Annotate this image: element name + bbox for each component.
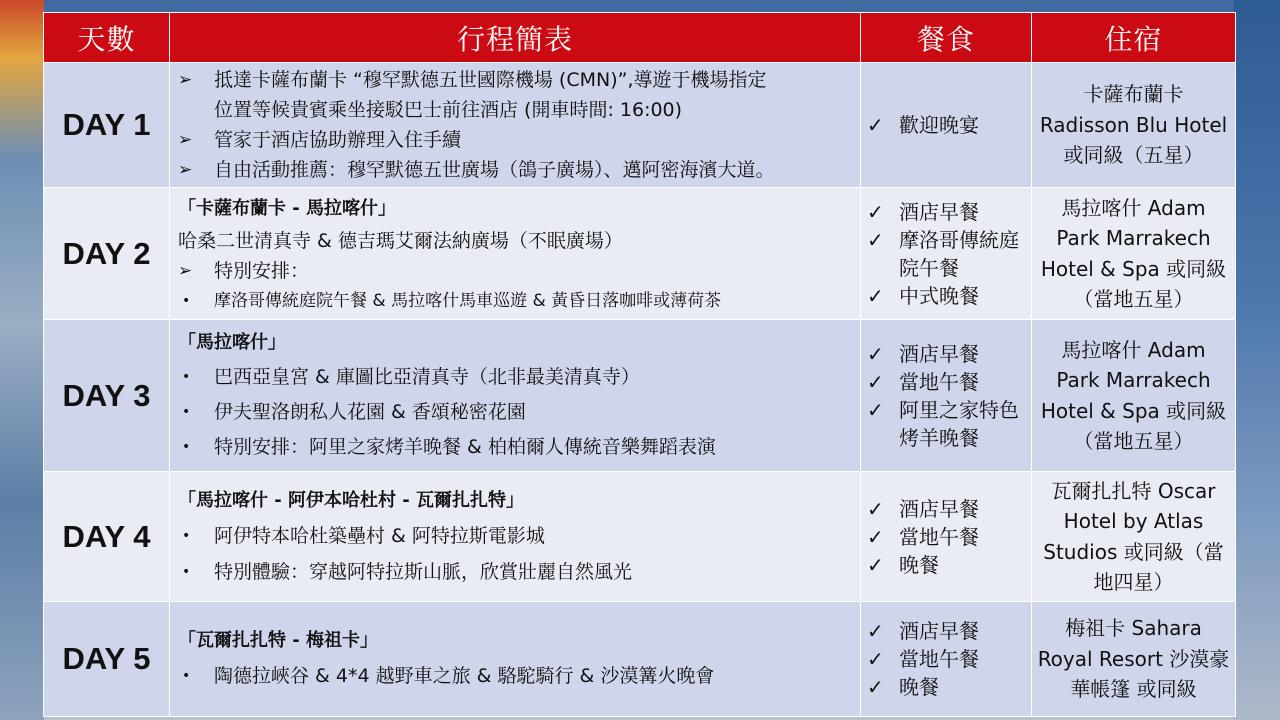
- hotel-line: 地四星）: [1093, 570, 1174, 594]
- meal-text: 晚餐: [899, 675, 939, 699]
- route-title: 「馬拉喀什 - 阿伊本哈杜村 - 瓦爾扎扎特」: [178, 489, 525, 511]
- meal-item: [867, 226, 1029, 254]
- meal-text: 當地午餐: [899, 524, 979, 549]
- table-row: [44, 472, 1236, 602]
- meal-item: [867, 254, 1029, 282]
- itinerary-cell: [170, 472, 861, 602]
- meal-item: [867, 282, 1029, 310]
- list-item: [178, 286, 854, 316]
- list-item: [178, 360, 854, 395]
- hotel-line: Royal Resort 沙漠豪: [1037, 646, 1230, 671]
- day-label: DAY 1: [44, 63, 170, 188]
- meal-item: [867, 551, 1029, 579]
- list-item: [178, 226, 854, 256]
- meal-item: [867, 340, 1029, 368]
- background-left-photo: [0, 0, 44, 720]
- meal-item: [867, 396, 1029, 424]
- meals-cell: [861, 63, 1032, 188]
- hotel-line: Park Marrakech: [1056, 368, 1211, 392]
- meal-text: 晚餐: [899, 552, 939, 577]
- header-hotel: 住宿: [1032, 13, 1236, 63]
- check-icon: ✓: [867, 227, 884, 252]
- itinerary-cell: [170, 602, 861, 717]
- meals-cell: [861, 188, 1032, 320]
- check-icon: ✓: [867, 397, 884, 422]
- itinerary-table: [43, 12, 1236, 717]
- meal-text: 酒店早餐: [899, 341, 979, 366]
- list-item: [178, 554, 854, 590]
- itinerary-text: 位置等候貴賓乘坐接駁巴士前往酒店 (開車時間: 16:00): [214, 99, 683, 121]
- meal-item: [867, 111, 1029, 139]
- itinerary-text: 特別安排：阿里之家烤羊晚餐 & 柏柏爾人傳統音樂舞蹈表演: [214, 436, 716, 458]
- meal-text: 歡迎晚宴: [899, 113, 979, 137]
- check-icon: ✓: [867, 619, 884, 643]
- bullet-icon: •: [182, 369, 191, 385]
- hotel-line: 馬拉喀什 Adam: [1061, 195, 1206, 220]
- meal-item: [867, 645, 1029, 673]
- meal-item: [867, 368, 1029, 396]
- check-icon: ✓: [867, 199, 884, 224]
- hotel-line: 華帳篷 或同級: [1070, 677, 1197, 702]
- hotel-cell: [1032, 602, 1236, 717]
- meal-item: [867, 523, 1029, 551]
- itinerary-text: 摩洛哥傳統庭院午餐 & 馬拉喀什馬車巡遊 & 黃昏日落咖啡或薄荷茶: [214, 290, 722, 311]
- meals-cell: [861, 320, 1032, 472]
- meal-text: 中式晚餐: [899, 283, 979, 308]
- hotel-cell: [1032, 320, 1236, 472]
- bullet-icon: •: [182, 527, 191, 544]
- meal-item: [867, 424, 1029, 452]
- meal-text: 烤羊晚餐: [899, 425, 979, 450]
- day-label: DAY 5: [44, 602, 170, 717]
- itinerary-cell: [170, 188, 861, 320]
- bullet-icon: •: [182, 404, 191, 420]
- check-icon: ✓: [867, 113, 884, 137]
- background-right-photo: [1234, 0, 1280, 720]
- hotel-line: 瓦爾扎扎特 Oscar: [1051, 478, 1216, 503]
- itinerary-text: 管家于酒店協助辦理入住手續: [214, 129, 462, 151]
- meal-text: 當地午餐: [899, 369, 979, 394]
- itinerary-text: 自由活動推薦：穆罕默德五世廣場（鴿子廣場）、邁阿密海濱大道。: [214, 159, 775, 181]
- meals-cell: [861, 602, 1032, 717]
- hotel-line: Radisson Blu Hotel: [1039, 112, 1228, 137]
- meal-item: [867, 198, 1029, 226]
- hotel-cell: [1032, 188, 1236, 320]
- itinerary-text: 巴西亞皇宮 & 庫圖比亞清真寺（北非最美清真寺）: [214, 366, 640, 388]
- meal-text: 院午餐: [899, 255, 959, 280]
- check-icon: ✓: [867, 524, 884, 549]
- itinerary-text: 伊夫聖洛朗私人花園 & 香頌秘密花園: [214, 401, 526, 423]
- table-row: [44, 602, 1236, 717]
- itinerary-cell: [170, 63, 861, 188]
- hotel-line: Hotel & Spa 或同級: [1040, 256, 1227, 281]
- hotel-line: （當地五星）: [1073, 429, 1194, 453]
- list-item: [178, 518, 854, 554]
- bullet-icon: •: [182, 563, 191, 580]
- day-label: DAY 3: [44, 320, 170, 472]
- meal-item: [867, 495, 1029, 523]
- header-itinerary: 行程簡表: [170, 13, 861, 63]
- meal-text: 酒店早餐: [899, 619, 979, 643]
- day-label: DAY 4: [44, 472, 170, 602]
- route-title: 「瓦爾扎扎特 - 梅祖卡」: [178, 630, 379, 651]
- itinerary-text: 抵達卡薩布蘭卡 “穆罕默德五世國際機場 (CMN)”,導遊于機場指定: [214, 69, 767, 91]
- itinerary-text: 特別安排：: [214, 259, 310, 282]
- meals-cell: [861, 472, 1032, 602]
- list-item: [178, 430, 854, 465]
- list-item: [178, 658, 854, 694]
- check-icon: ✓: [867, 283, 884, 308]
- bullet-icon: •: [182, 439, 191, 455]
- check-icon: ✓: [867, 675, 884, 699]
- meal-item: [867, 673, 1029, 701]
- meal-item: [867, 617, 1029, 645]
- meal-text: 當地午餐: [899, 647, 979, 671]
- hotel-line: 馬拉喀什 Adam: [1061, 337, 1206, 362]
- list-item: [178, 95, 854, 125]
- table-row: [44, 320, 1236, 472]
- day-label: DAY 2: [44, 188, 170, 320]
- table-row: [44, 63, 1236, 188]
- itinerary-text: 陶德拉峽谷 & 4*4 越野車之旅 & 駱駝騎行 & 沙漠篝火晚會: [214, 665, 715, 687]
- list-item: [178, 125, 854, 155]
- hotel-line: Park Marrakech: [1056, 226, 1211, 250]
- hotel-cell: [1032, 472, 1236, 602]
- meal-text: 酒店早餐: [899, 496, 979, 521]
- hotel-line: （當地五星）: [1073, 287, 1194, 311]
- list-item: [178, 395, 854, 430]
- arrow-bullet-icon: ➢: [178, 70, 193, 90]
- header-day: 天數: [44, 13, 170, 63]
- list-item: [178, 155, 854, 185]
- hotel-line: 梅祖卡 Sahara: [1065, 616, 1202, 641]
- itinerary-cell: [170, 320, 861, 472]
- bullet-icon: •: [182, 668, 191, 684]
- meal-text: 阿里之家特色: [899, 397, 1019, 422]
- route-title: 「卡薩布蘭卡 - 馬拉喀什」: [178, 197, 397, 219]
- hotel-line: 或同級（五星）: [1063, 143, 1204, 168]
- hotel-cell: [1032, 63, 1236, 188]
- arrow-bullet-icon: ➢: [178, 160, 193, 180]
- check-icon: ✓: [867, 369, 884, 394]
- itinerary-text: 哈桑二世清真寺 & 德吉瑪艾爾法納廣場（不眠廣場）: [178, 229, 623, 252]
- route-title: 「馬拉喀什」: [178, 332, 286, 353]
- table-header-row: [44, 13, 1236, 63]
- hotel-line: Hotel by Atlas: [1063, 509, 1204, 533]
- arrow-bullet-icon: ➢: [178, 130, 193, 150]
- itinerary-text: 特別體驗：穿越阿特拉斯山脈，欣賞壯麗自然風光: [214, 560, 633, 583]
- check-icon: ✓: [867, 647, 884, 671]
- check-icon: ✓: [867, 552, 884, 577]
- hotel-line: Hotel & Spa 或同級: [1040, 398, 1227, 423]
- hotel-line: 卡薩布蘭卡: [1083, 82, 1184, 107]
- list-item: [178, 65, 854, 95]
- arrow-bullet-icon: ➢: [178, 260, 193, 281]
- bullet-icon: •: [182, 292, 191, 309]
- header-meals: 餐食: [861, 13, 1032, 63]
- check-icon: ✓: [867, 341, 884, 366]
- check-icon: ✓: [867, 496, 884, 521]
- meal-text: 酒店早餐: [899, 199, 979, 224]
- list-item: [178, 256, 854, 286]
- hotel-line: Studios 或同級（當: [1043, 539, 1224, 564]
- itinerary-text: 阿伊特本哈杜築壘村 & 阿特拉斯電影城: [214, 524, 545, 547]
- table-row: [44, 188, 1236, 320]
- meal-text: 摩洛哥傳統庭: [899, 227, 1019, 252]
